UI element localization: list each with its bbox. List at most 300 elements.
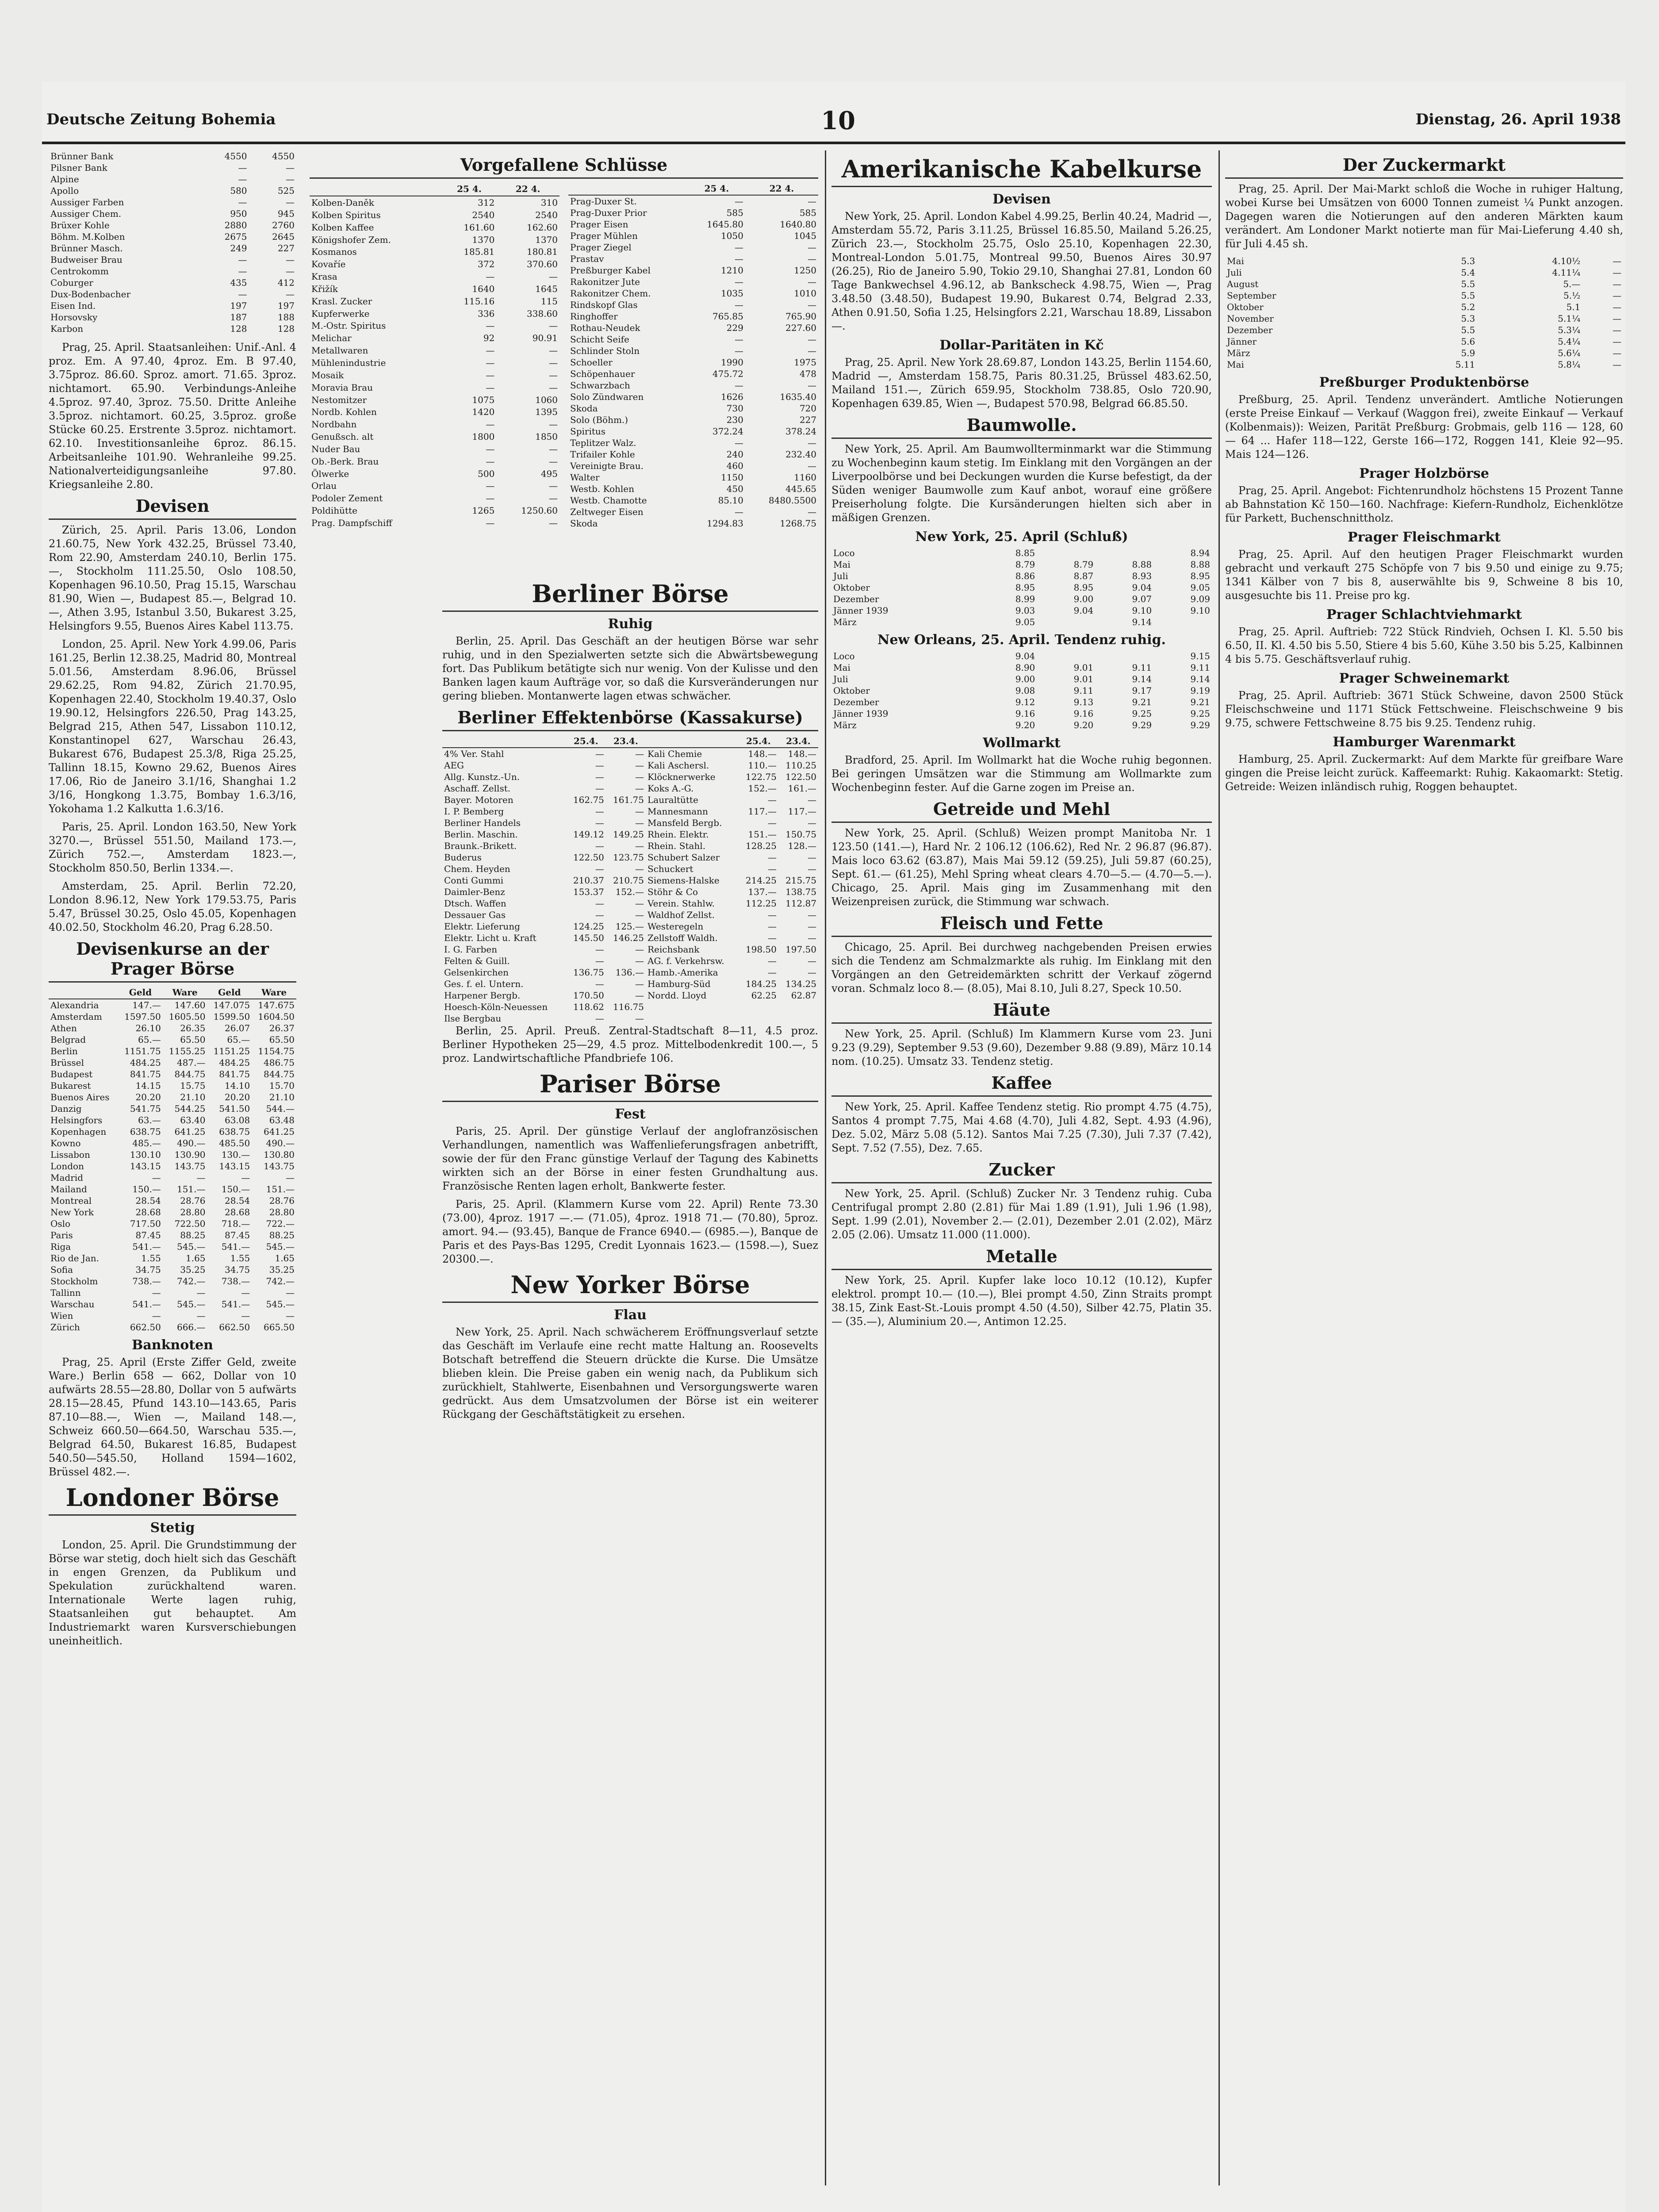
table-cell: 1294.83 (707, 518, 743, 529)
table-cell: Krasl. Zucker (311, 296, 372, 307)
haeute-text: New York, 25. April. (Schluß) Im Klammern Kurse vom 23. Juni 9.23 (9.29), September 9.53 (9.60), Dezember 9.88 (9.89), März 10.14 nom. (10.25). Umsatz 33. Tendenz stetig. (831, 1028, 1212, 1068)
table-cell: 1800 (472, 431, 495, 442)
table-cell (778, 1013, 818, 1024)
table-cell: 662.50 (219, 1322, 250, 1333)
table-cell: 722.50 (174, 1218, 206, 1229)
table-cell: Brüssel (50, 1057, 84, 1068)
table-cell: 9.11 (1190, 662, 1210, 673)
table-cell: 161.— (788, 783, 816, 794)
table-cell: 229 (726, 323, 743, 333)
table-cell: — (808, 910, 816, 920)
table-cell: — (808, 818, 816, 828)
table-cell: 9.20 (1015, 720, 1035, 730)
table-header-cell: 25 4. (688, 182, 745, 195)
table-cell: Nuder Bau (311, 443, 360, 454)
table-row (49, 277, 296, 288)
table-cell: 125.— (615, 921, 644, 932)
column-5 (1225, 150, 1623, 2185)
table-cell: 147.60 (174, 1000, 206, 1010)
table-cell: 161.60 (464, 222, 495, 233)
table-cell: 4.10½ (1552, 256, 1581, 266)
table-cell: Rakonitzer Jute (570, 276, 640, 287)
table-cell: Rakonitzer Chem. (570, 288, 651, 299)
table-cell: 8.87 (1073, 571, 1094, 581)
table-cell: — (734, 380, 743, 391)
table-cell: 1154.75 (258, 1046, 295, 1056)
table-cell: 541.— (132, 1299, 161, 1310)
table-cell: — (635, 818, 644, 828)
table-cell: — (635, 956, 644, 966)
table-row (49, 219, 296, 231)
table-cell: — (286, 254, 295, 265)
table-cell: 544.25 (174, 1103, 206, 1114)
table-cell: März (1227, 348, 1250, 358)
table-cell: 2540 (472, 209, 495, 220)
table-cell: 28.80 (269, 1207, 295, 1217)
table-cell: — (549, 443, 558, 454)
table-cell: 844.75 (174, 1069, 206, 1079)
table-cell: 150.75 (785, 829, 816, 840)
table-cell: 20.20 (135, 1092, 161, 1102)
table-cell: — (286, 174, 295, 184)
table-cell: 9.12 (1015, 697, 1035, 707)
table-cell: 338.60 (527, 308, 558, 319)
table-cell: Brünner Bank (50, 151, 114, 161)
table-cell: 180.81 (527, 246, 558, 257)
bank-quotes-table (49, 150, 296, 334)
table-row (310, 455, 559, 468)
table-row (1225, 336, 1623, 347)
table-cell: — (808, 933, 816, 943)
table-cell: 145.50 (573, 933, 604, 943)
table-cell: 9.09 (1190, 594, 1210, 604)
table-row (568, 265, 818, 276)
table-row (568, 472, 818, 483)
table-cell: Ölwerke (311, 468, 349, 479)
table-cell: 9.16 (1073, 708, 1094, 719)
table-cell: — (767, 910, 777, 920)
table-row (831, 673, 1212, 685)
table-cell: Metallwaren (311, 345, 368, 356)
table-cell: Nordb. Kohlen (311, 407, 377, 418)
kaffee-text: New York, 25. April. Kaffee Tendenz stetig. Rio prompt 4.75 (4.75), Santos 4 prompt 7.75, Mai 4.68 (4.70), Juli 4.82, Sept. 4.93 (4.96), Dez. 5.02, März 5.08 (5.12). Santos Mai 7.25 (7.30), Juli 7.37 (7.42), Sept. 7.52 (7.55), Dez. 7.65. (831, 1101, 1212, 1154)
table-row (442, 990, 818, 1001)
table-row (49, 208, 296, 219)
table-row (442, 829, 818, 840)
table-row (442, 978, 818, 990)
schlachtvieh-text: Prag, 25. April. Auftrieb: 722 Stück Rindvieh, Ochsen I. Kl. 5.50 bis 6.50, II. Kl. 4.50 bis 5.50, Stiere 4 bis 5.60, Kühe 3.50 bis 5.25, Kalbinnen 4 bis 5.75. Geschäftsverlauf ruhig. (1225, 626, 1623, 665)
table-cell: 136.75 (573, 967, 604, 978)
table-cell: 210.37 (573, 875, 604, 886)
table-cell: Hamburg-Süd (648, 979, 711, 989)
table-cell: 152.— (748, 783, 777, 794)
table-cell: 185.81 (464, 246, 495, 257)
table-cell: — (767, 967, 777, 978)
table-cell: Amsterdam (50, 1011, 102, 1022)
table-cell: Rio de Jan. (50, 1253, 100, 1263)
table-row (49, 150, 296, 162)
table-cell: — (286, 197, 295, 207)
table-cell: 9.14 (1132, 674, 1152, 684)
table-cell: — (196, 1287, 206, 1298)
table-cell: 638.75 (219, 1126, 250, 1137)
table-cell: — (549, 369, 558, 380)
column-1 (49, 150, 296, 2185)
table-cell: 151.— (176, 1184, 206, 1194)
table-cell: — (635, 806, 644, 817)
table-cell: Ob.-Berk. Brau (311, 456, 379, 467)
table-cell: 9.03 (1015, 605, 1035, 616)
table-cell: Mühlenindustrie (311, 357, 386, 368)
table-row (310, 468, 559, 480)
table-row (310, 270, 559, 283)
table-cell: 8.94 (1190, 548, 1210, 558)
table-cell: Mannesmann (648, 806, 708, 817)
table-cell: 718.— (221, 1218, 250, 1229)
table-row (568, 426, 818, 437)
table-cell: — (238, 197, 247, 207)
table-cell: 28.68 (224, 1207, 250, 1217)
table-cell: 742.— (266, 1276, 295, 1286)
table-row (49, 1321, 296, 1333)
table-cell: M.-Ostr. Spiritus (311, 320, 386, 331)
table-row (442, 1013, 818, 1024)
table-cell: 150.— (132, 1184, 161, 1194)
table-row (568, 219, 818, 230)
table-row (442, 748, 818, 760)
table-cell: — (808, 276, 816, 287)
table-row (49, 173, 296, 185)
table-cell: 478 (799, 369, 816, 379)
table-cell: — (808, 507, 816, 517)
table-cell: 63.40 (180, 1115, 206, 1125)
table-row (49, 300, 296, 311)
table-cell: Kali Chemie (648, 749, 702, 759)
table-cell: — (734, 507, 743, 517)
table-cell: Alpine (50, 174, 79, 184)
pressburger-heading: Preßburger Produktenbörse (1319, 375, 1529, 390)
hamburger-text: Hamburg, 25. April. Zuckermarkt: Auf dem Markte für greifbare Ware gingen die Preise leicht zurück. Kaffeemarkt: Ruhig. Kakaomarkt: Stetig. Getreide: Weizen inländisch ruhig, Roggen behauptet. (1225, 753, 1623, 793)
zuckermarkt-text: Prag, 25. April. Der Mai-Markt schloß die Woche in ruhiger Haltung, wobei Kurse bei Umsätzen von 6000 Tonnen zumeist ¼ Punkt anzogen. Dagegen waren die Notierungen auf den anderen Märkten kaum verändert. Am Londoner Markt notierte man für Mai-Lieferung 4.40 sh, für Juli 4.45 sh. (1225, 183, 1623, 250)
table-row (568, 207, 818, 219)
table-row (49, 185, 296, 196)
table-cell: — (549, 518, 558, 529)
table-row (310, 221, 559, 234)
baumwolle-heading: Baumwolle. (831, 415, 1212, 439)
table-row (568, 403, 818, 414)
table-cell: 14.10 (224, 1080, 250, 1091)
table-cell: Solo Zündwaren (570, 392, 644, 402)
table-cell: 9.00 (1015, 674, 1035, 684)
table-cell: Rhein. Stahl. (648, 841, 706, 851)
table-cell: 9.17 (1132, 685, 1152, 696)
table-cell: — (767, 852, 777, 863)
table-cell: 541.75 (130, 1103, 161, 1114)
table-cell: 9.14 (1132, 617, 1152, 627)
table-cell: — (595, 979, 604, 989)
table-cell: Chem. Heyden (444, 864, 510, 874)
table-cell: 9.15 (1190, 651, 1210, 661)
table-cell: Oktober (1227, 302, 1264, 312)
fleisch-heading: Fleisch und Fette (831, 913, 1212, 937)
table-cell: 475.72 (712, 369, 743, 379)
table-row (49, 323, 296, 334)
table-cell: — (486, 382, 495, 393)
table-row (310, 320, 559, 332)
table-cell: 9.16 (1015, 708, 1035, 719)
table-cell: — (1613, 313, 1621, 324)
banknoten-text: Prag, 25. April (Erste Ziffer Geld, zweite Ware.) Berlin 658 — 662, Dollar von 10 aufwärts 28.55—28.80, Dollar von 5 aufwärts 28.15—28.45, Pfund 143.10—143.65, Paris 87.10—88.—, Wien —, Mailand 148.—, Schweiz 660.50—664.50, Warschau 535.—, Belgrad 64.50, Bukarest 16.85, Budapest 540.50—545.50, Holland 1594—1602, Brüssel 482.—. (49, 1356, 296, 1478)
table-row (442, 886, 818, 898)
table-header-cell (646, 735, 739, 748)
table-cell: 184.25 (745, 979, 777, 989)
table-row (310, 196, 559, 209)
table-cell: 1.65 (185, 1253, 206, 1263)
table-cell: 116.75 (613, 1002, 644, 1012)
table-cell: Tallinn (50, 1287, 81, 1298)
table-cell: — (808, 300, 816, 310)
zuckermarkt-heading: Der Zuckermarkt (1225, 155, 1623, 179)
table-cell: — (196, 1310, 206, 1321)
table-cell: Kowno (50, 1138, 81, 1148)
table-cell: Belgrad (50, 1034, 86, 1045)
table-cell: 9.01 (1073, 662, 1094, 673)
table-cell: Podoler Zement (311, 493, 383, 504)
table-cell: 1645.80 (707, 219, 743, 230)
table-row (568, 345, 818, 357)
table-cell: Elektr. Lieferung (444, 921, 520, 932)
table-row (568, 334, 818, 345)
table-cell: 9.21 (1132, 697, 1152, 707)
table-cell: 1597.50 (124, 1011, 161, 1022)
table-cell: Gelsenkirchen (444, 967, 509, 978)
table-cell: 1150 (720, 472, 743, 483)
table-row (310, 258, 559, 270)
table-cell: — (767, 921, 777, 932)
table-cell: 495 (540, 468, 558, 479)
table-cell: 117.— (788, 806, 816, 817)
table-cell (778, 1001, 818, 1013)
table-row (568, 230, 818, 242)
table-cell: 110.25 (785, 760, 816, 771)
vorgefallene-table-a (310, 182, 559, 529)
table-cell: 5.1 (1566, 302, 1581, 312)
table-cell: 1850 (535, 431, 558, 442)
table-cell: 5.5 (1461, 290, 1475, 301)
table-header-cell: 23.4. (606, 735, 646, 748)
table-row (1225, 347, 1623, 359)
table-row (831, 685, 1212, 696)
table-cell: 9.14 (1190, 674, 1210, 684)
table-cell: — (734, 242, 743, 253)
table-cell: AEG (444, 760, 464, 771)
table-row (310, 295, 559, 307)
table-cell: Nordd. Lloyd (648, 990, 707, 1001)
table-cell: Coburger (50, 277, 93, 288)
table-cell: — (595, 898, 604, 909)
table-cell: 128 (277, 323, 295, 334)
table-cell: Horsovsky (50, 312, 98, 323)
table-cell: Westb. Kohlen (570, 484, 635, 494)
table-cell: — (1613, 348, 1621, 358)
fleischmarkt-heading: Prager Fleischmarkt (1348, 530, 1501, 545)
table-cell: Dezember (833, 594, 879, 604)
table-cell: — (549, 271, 558, 282)
table-cell: Berlin (50, 1046, 78, 1056)
table-header-cell: Ware (252, 986, 296, 999)
kaffee-heading: Kaffee (831, 1073, 1212, 1097)
table-cell: — (635, 864, 644, 874)
table-cell: — (635, 772, 644, 782)
table-cell: 136.— (615, 967, 644, 978)
table-cell: 9.01 (1073, 674, 1094, 684)
table-cell: Brünner Masch. (50, 243, 123, 253)
table-row (1225, 278, 1623, 290)
table-cell: — (767, 933, 777, 943)
table-cell: 486.75 (264, 1057, 295, 1068)
table-cell: Schuckert (648, 864, 693, 874)
table-cell: Prager Eisen (570, 219, 628, 230)
table-row (831, 650, 1212, 662)
table-cell: 1626 (720, 392, 743, 402)
table-cell: 8.88 (1132, 559, 1152, 570)
vorgefallene-heading: Vorgefallene Schlüsse (310, 155, 818, 179)
table-row (831, 662, 1212, 673)
newyorker-heading: New Yorker Börse (442, 1271, 818, 1303)
table-cell: 1.55 (141, 1253, 161, 1263)
table-row (831, 696, 1212, 708)
table-cell: 5.3 (1461, 313, 1475, 324)
table-cell: Klöcknerwerke (648, 772, 716, 782)
table-cell: — (808, 956, 816, 966)
table-cell: — (486, 493, 495, 504)
table-cell: — (1613, 267, 1621, 278)
table-cell: — (152, 1172, 161, 1183)
table-cell: 232.40 (785, 449, 816, 460)
table-cell: 1160 (794, 472, 816, 483)
table-cell: 665.50 (264, 1322, 295, 1333)
table-cell: 641.25 (264, 1126, 295, 1137)
schlachtvieh-heading: Prager Schlachtviehmarkt (1326, 607, 1522, 622)
table-row (49, 1068, 296, 1080)
table-row (1225, 255, 1623, 267)
metalle-text: New York, 25. April. Kupfer lake loco 10.12 (10.12), Kupfer elektrol. prompt 10.— (10.—), Blei prompt 4.50, Zinn Straits prompt 38.15, Zink East-St.-Louis prompt 4.50 (4.50), Silber 42.75, Platin 35.— (35.—), Aluminium 20.—, Antimon 12.25. (831, 1274, 1212, 1328)
table-cell: Budapest (50, 1069, 93, 1079)
table-cell: November (1227, 313, 1274, 324)
table-row (49, 1034, 296, 1045)
table-cell: 9.19 (1190, 685, 1210, 696)
table-cell: Waldhof Zellst. (648, 910, 715, 920)
table-cell: Zellstoff Waldh. (648, 933, 718, 943)
table-cell: Jänner 1939 (833, 708, 889, 719)
table-row (442, 955, 818, 967)
table-cell: Westb. Chamotte (570, 495, 647, 506)
table-header-cell: Geld (118, 986, 163, 999)
table-cell: Pilsner Bank (50, 162, 107, 173)
table-cell: 1075 (472, 394, 495, 405)
table-cell: 8.95 (1015, 582, 1035, 593)
table-cell: 62.25 (751, 990, 777, 1001)
table-cell: 9.25 (1132, 708, 1152, 719)
table-cell: 28.54 (224, 1195, 250, 1206)
table-cell: 128 (230, 323, 247, 334)
table-cell: 4% Ver. Stahl (444, 749, 504, 759)
table-cell: — (238, 289, 247, 300)
table-cell: — (808, 196, 816, 207)
table-cell: — (286, 266, 295, 276)
table-row (568, 391, 818, 403)
table-header-cell (442, 735, 566, 748)
table-row (310, 504, 559, 517)
table-cell: 87.45 (135, 1230, 161, 1240)
table-cell: — (635, 783, 644, 794)
table-cell: 151.— (748, 829, 777, 840)
table-cell: 585 (799, 207, 816, 218)
table-cell: 9.25 (1190, 708, 1210, 719)
table-cell: 484.25 (130, 1057, 161, 1068)
table-cell: 742.— (176, 1276, 206, 1286)
table-cell: Böhm. M.Kolben (50, 231, 125, 242)
table-row (49, 162, 296, 173)
table-cell: — (196, 1172, 206, 1183)
table-cell: — (486, 456, 495, 467)
table-row (568, 357, 818, 368)
table-row (310, 307, 559, 320)
table-cell: — (595, 944, 604, 955)
table-cell: 65.50 (269, 1034, 295, 1045)
table-cell: 148.— (748, 749, 777, 759)
table-cell: 525 (277, 185, 295, 196)
table-row (442, 771, 818, 783)
table-cell: — (808, 921, 816, 932)
table-cell: Warschau (50, 1299, 95, 1310)
table-cell: 26.10 (135, 1023, 161, 1033)
orleans-table (831, 650, 1212, 731)
table-cell: Bayer. Motoren (444, 795, 513, 805)
table-row (49, 1206, 296, 1218)
table-row (49, 1160, 296, 1172)
table-row (442, 932, 818, 944)
table-row (831, 719, 1212, 731)
table-cell: — (595, 772, 604, 782)
table-cell: Berliner Handels (444, 818, 521, 828)
table-cell: Oktober (833, 685, 870, 696)
table-cell: Ringhoffer (570, 311, 618, 322)
table-cell: 1060 (535, 394, 558, 405)
table-cell: 63.08 (224, 1115, 250, 1125)
table-cell: — (808, 438, 816, 448)
table-cell: — (808, 852, 816, 863)
table-cell: 730 (726, 403, 743, 414)
table-header-row (442, 735, 818, 748)
table-cell: September (1227, 290, 1276, 301)
table-cell: — (486, 271, 495, 282)
table-cell: 85.10 (718, 495, 743, 506)
devisen-london-text: London, 25. April. New York 4.99.06, Paris 161.25, Berlin 12.38.25, Madrid 80, Montreal 5.01.56, Amsterdam 8.96.06, Brüssel 29.62.25, Rom 94.82, Zürich 21.70.95, Kopenhagen 22.40, Stockholm 19.40.37, Oslo 19.90.12, Helsingfors 226.50, Prag 143.25, Belgrad 215, Athen 547, Lissabon 110.12, Konstantinopel 627, Warschau 26.43, Bukarest 676, Budapest 25.3/8, Riga 25.25, Tallinn 18.15, Kowno 29.62, Buenos Aires 17.06, Rio de Janeiro 3.1/16, Shanghai 1.2 3/16, Hongkong 1.3.75, Bombay 1.6.3/16, Yokohama 1.2 Kalkutta 1.6.3/16. (49, 638, 296, 815)
table-cell: Schlinder Stoln (570, 346, 640, 356)
table-row (568, 380, 818, 391)
table-cell: 580 (230, 185, 247, 196)
table-cell: 8.79 (1073, 559, 1094, 570)
table-row (442, 783, 818, 794)
table-cell: Walter (570, 472, 600, 483)
table-cell: 87.45 (224, 1230, 250, 1240)
table-row (310, 406, 559, 418)
table-cell: Oktober (833, 582, 870, 593)
table-cell: 9.29 (1132, 720, 1152, 730)
table-cell: — (595, 783, 604, 794)
table-cell: 28.54 (135, 1195, 161, 1206)
